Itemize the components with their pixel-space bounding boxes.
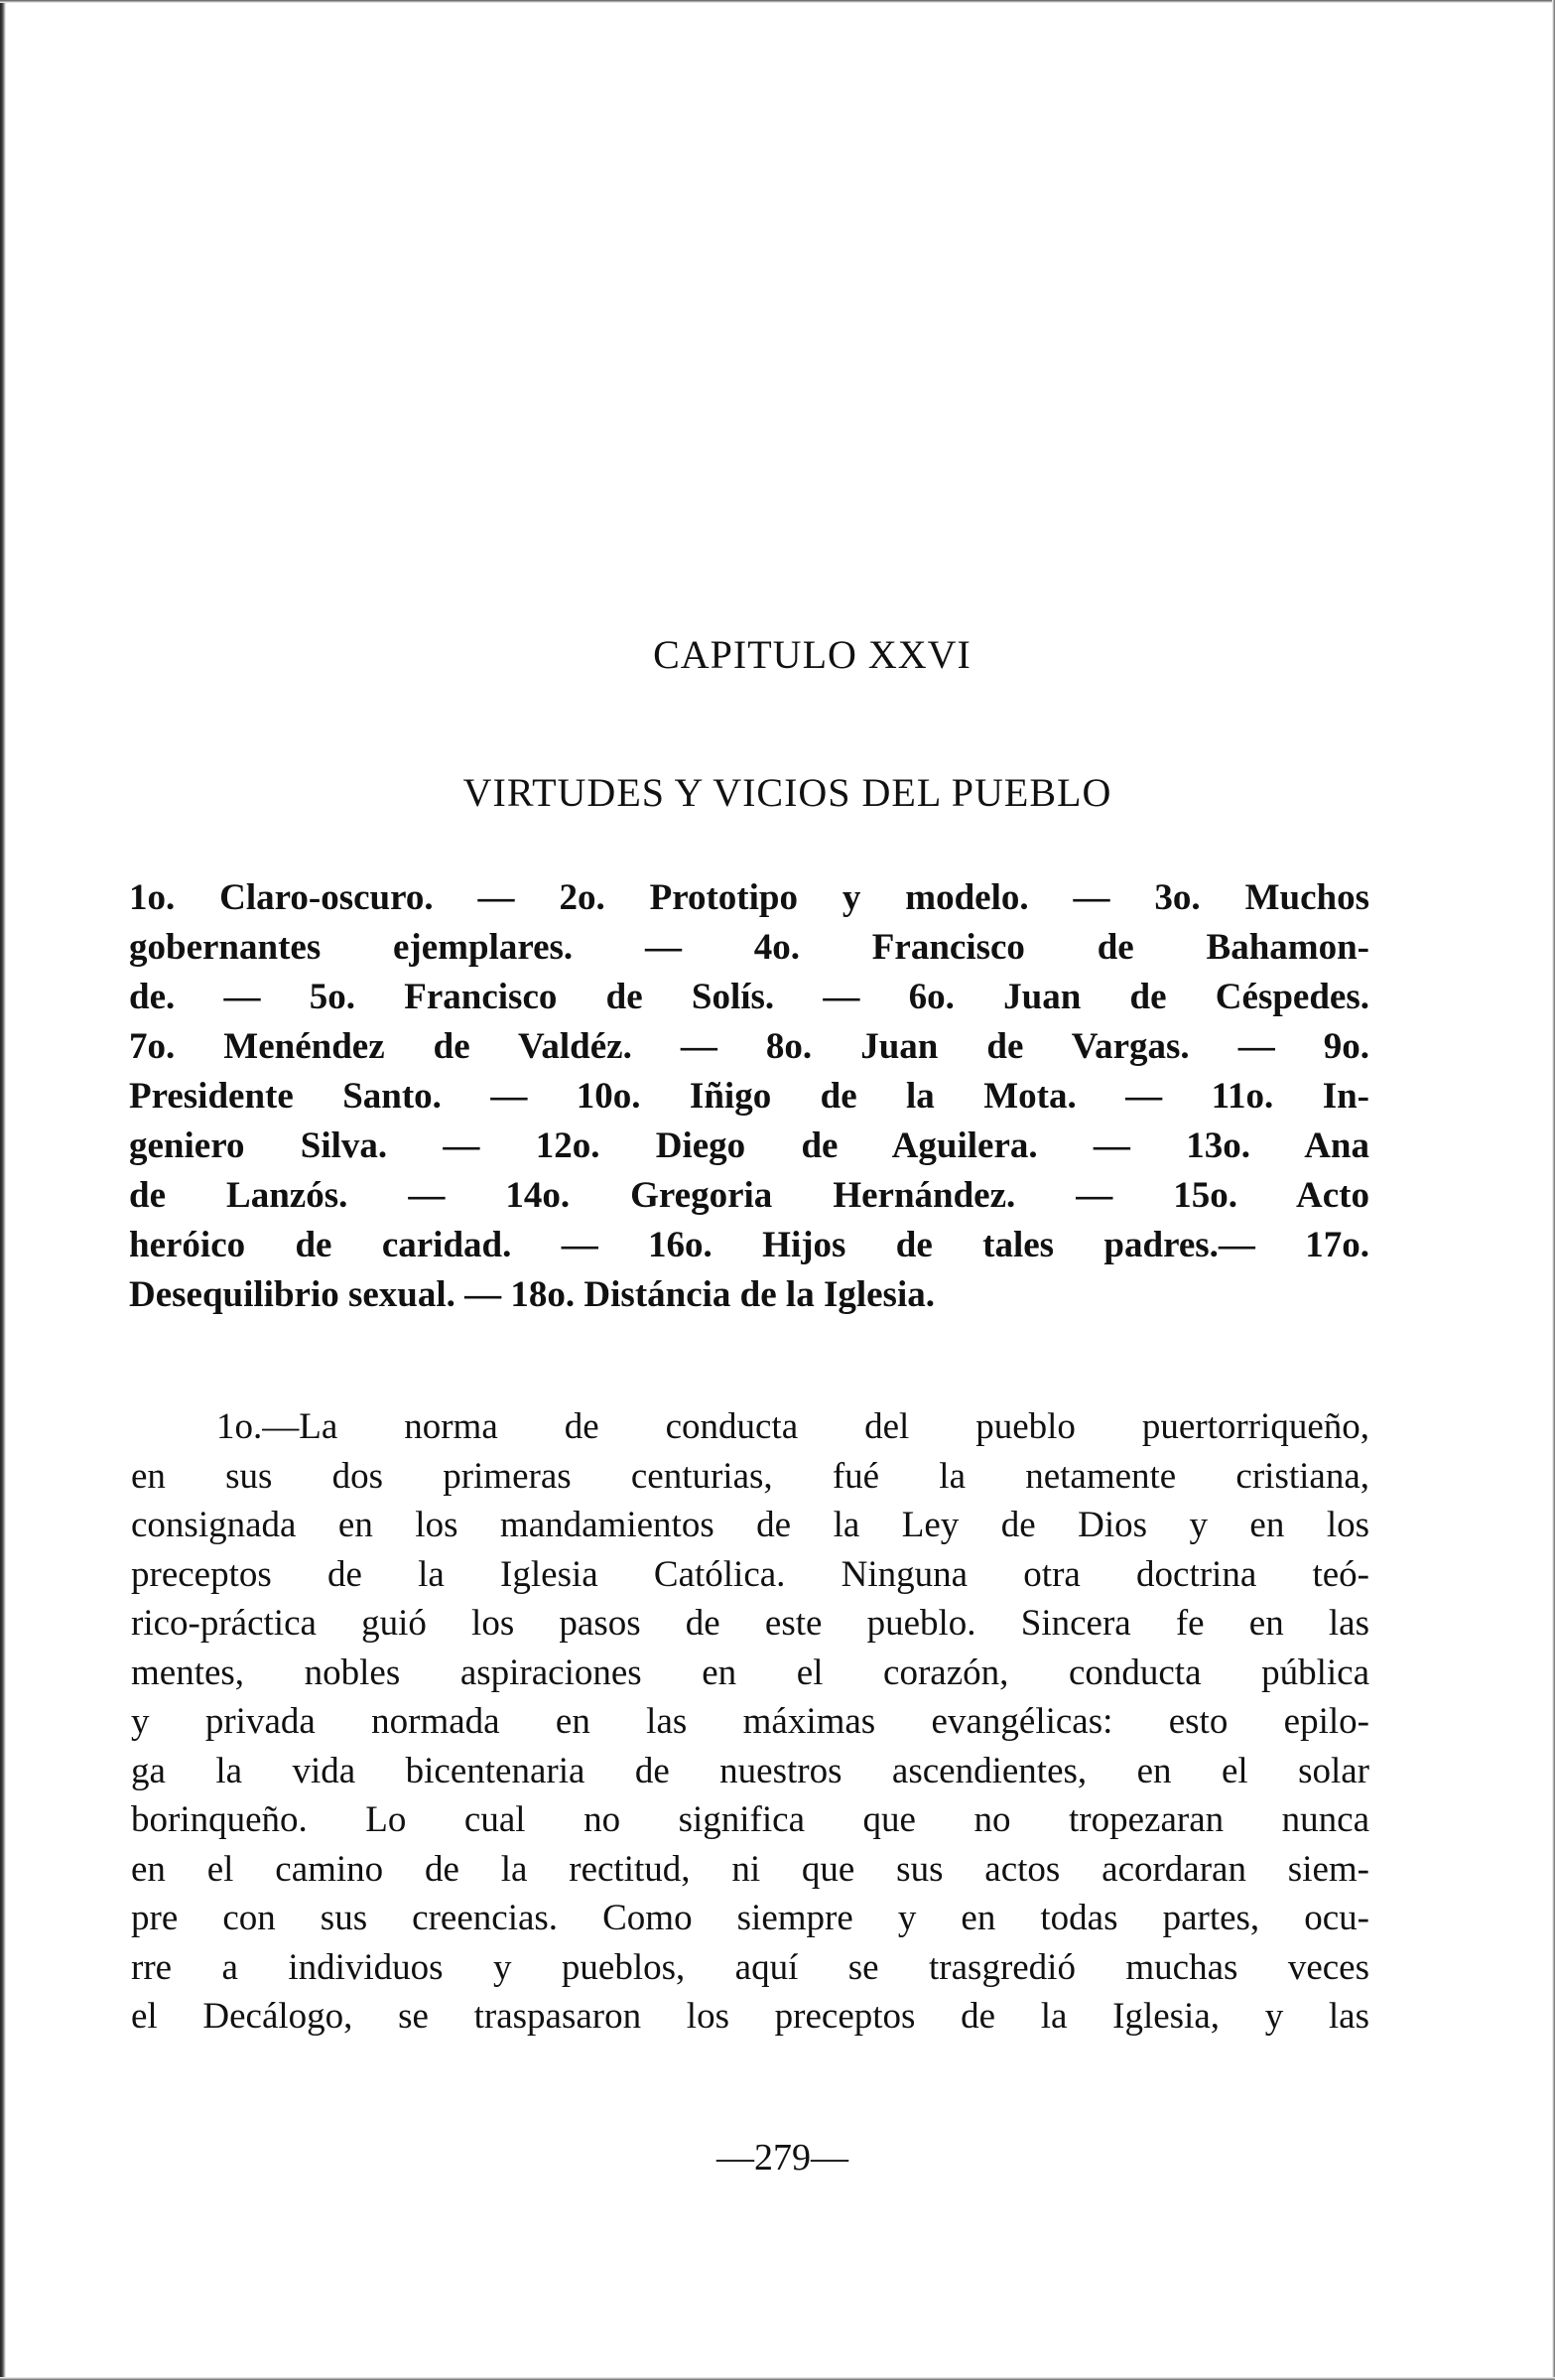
body-line: ga la vida bicentenaria de nuestros ascendientes, en el solar: [131, 1750, 1369, 1791]
body-line: rico-práctica guió los pasos de este pueblo. Sincera fe en las: [131, 1603, 1369, 1644]
summary-line: Presidente Santo. — 10o. Iñigo de la Mota. — 11o. In-: [129, 1076, 1369, 1117]
body-line: el Decálogo, se traspasaron los preceptos de la Iglesia, y las: [131, 1996, 1369, 2037]
page-edge-left: [0, 0, 6, 2380]
chapter-summary: [129, 873, 1369, 1320]
body-line: borinqueño. Lo cual no significa que no tropezaran nunca: [131, 1799, 1369, 1840]
body-line: mentes, nobles aspiraciones en el corazón, conducta pública: [131, 1652, 1369, 1693]
body-line: consignada en los mandamientos de la Ley de Dios y en los: [131, 1505, 1369, 1545]
summary-line: gobernantes ejemplares. — 4o. Francisco de Bahamon-: [129, 927, 1369, 968]
body-line: pre con sus creencias. Como siempre y en todas partes, ocu-: [131, 1898, 1369, 1938]
body-line: 1o.—La norma de conducta del pueblo puertorriqueño,: [216, 1406, 1369, 1447]
summary-line: heróico de caridad. — 16o. Hijos de tales padres.— 17o.: [129, 1225, 1369, 1265]
summary-line: Desequilibrio sexual. — 18o. Distáncia de la Iglesia.: [129, 1274, 935, 1315]
body-line: en el camino de la rectitud, ni que sus actos acordaran siem-: [131, 1848, 1369, 1890]
summary-line: de. — 5o. Francisco de Solís. — 6o. Juan de Céspedes.: [129, 977, 1369, 1017]
page-edge-top: [0, 0, 1555, 3]
summary-line: de Lanzós. — 14o. Gregoria Hernández. — 15o. Acto: [129, 1175, 1369, 1216]
page-number: —279—: [716, 2137, 848, 2179]
body-line: y privada normada en las máximas evangélicas: esto epilo-: [131, 1701, 1369, 1742]
summary-line: geniero Silva. — 12o. Diego de Aguilera. — 13o. Ana: [129, 1125, 1369, 1166]
body-paragraph: [131, 1402, 1369, 2042]
body-line: rre a individuos y pueblos, aquí se trasgredió muchas veces: [131, 1946, 1369, 1988]
body-line: preceptos de la Iglesia Católica. Ninguna otra doctrina teó-: [131, 1553, 1369, 1595]
summary-line: 7o. Menéndez de Valdéz. — 8o. Juan de Vargas. — 9o.: [129, 1026, 1369, 1067]
body-line: en sus dos primeras centurias, fué la netamente cristiana,: [131, 1455, 1369, 1497]
chapter-subtitle: VIRTUDES Y VICIOS DEL PUEBLO: [462, 770, 1112, 815]
summary-line: 1o. Claro-oscuro. — 2o. Prototipo y modelo. — 3o. Muchos: [129, 877, 1369, 918]
chapter-title: CAPITULO XXVI: [653, 632, 972, 677]
